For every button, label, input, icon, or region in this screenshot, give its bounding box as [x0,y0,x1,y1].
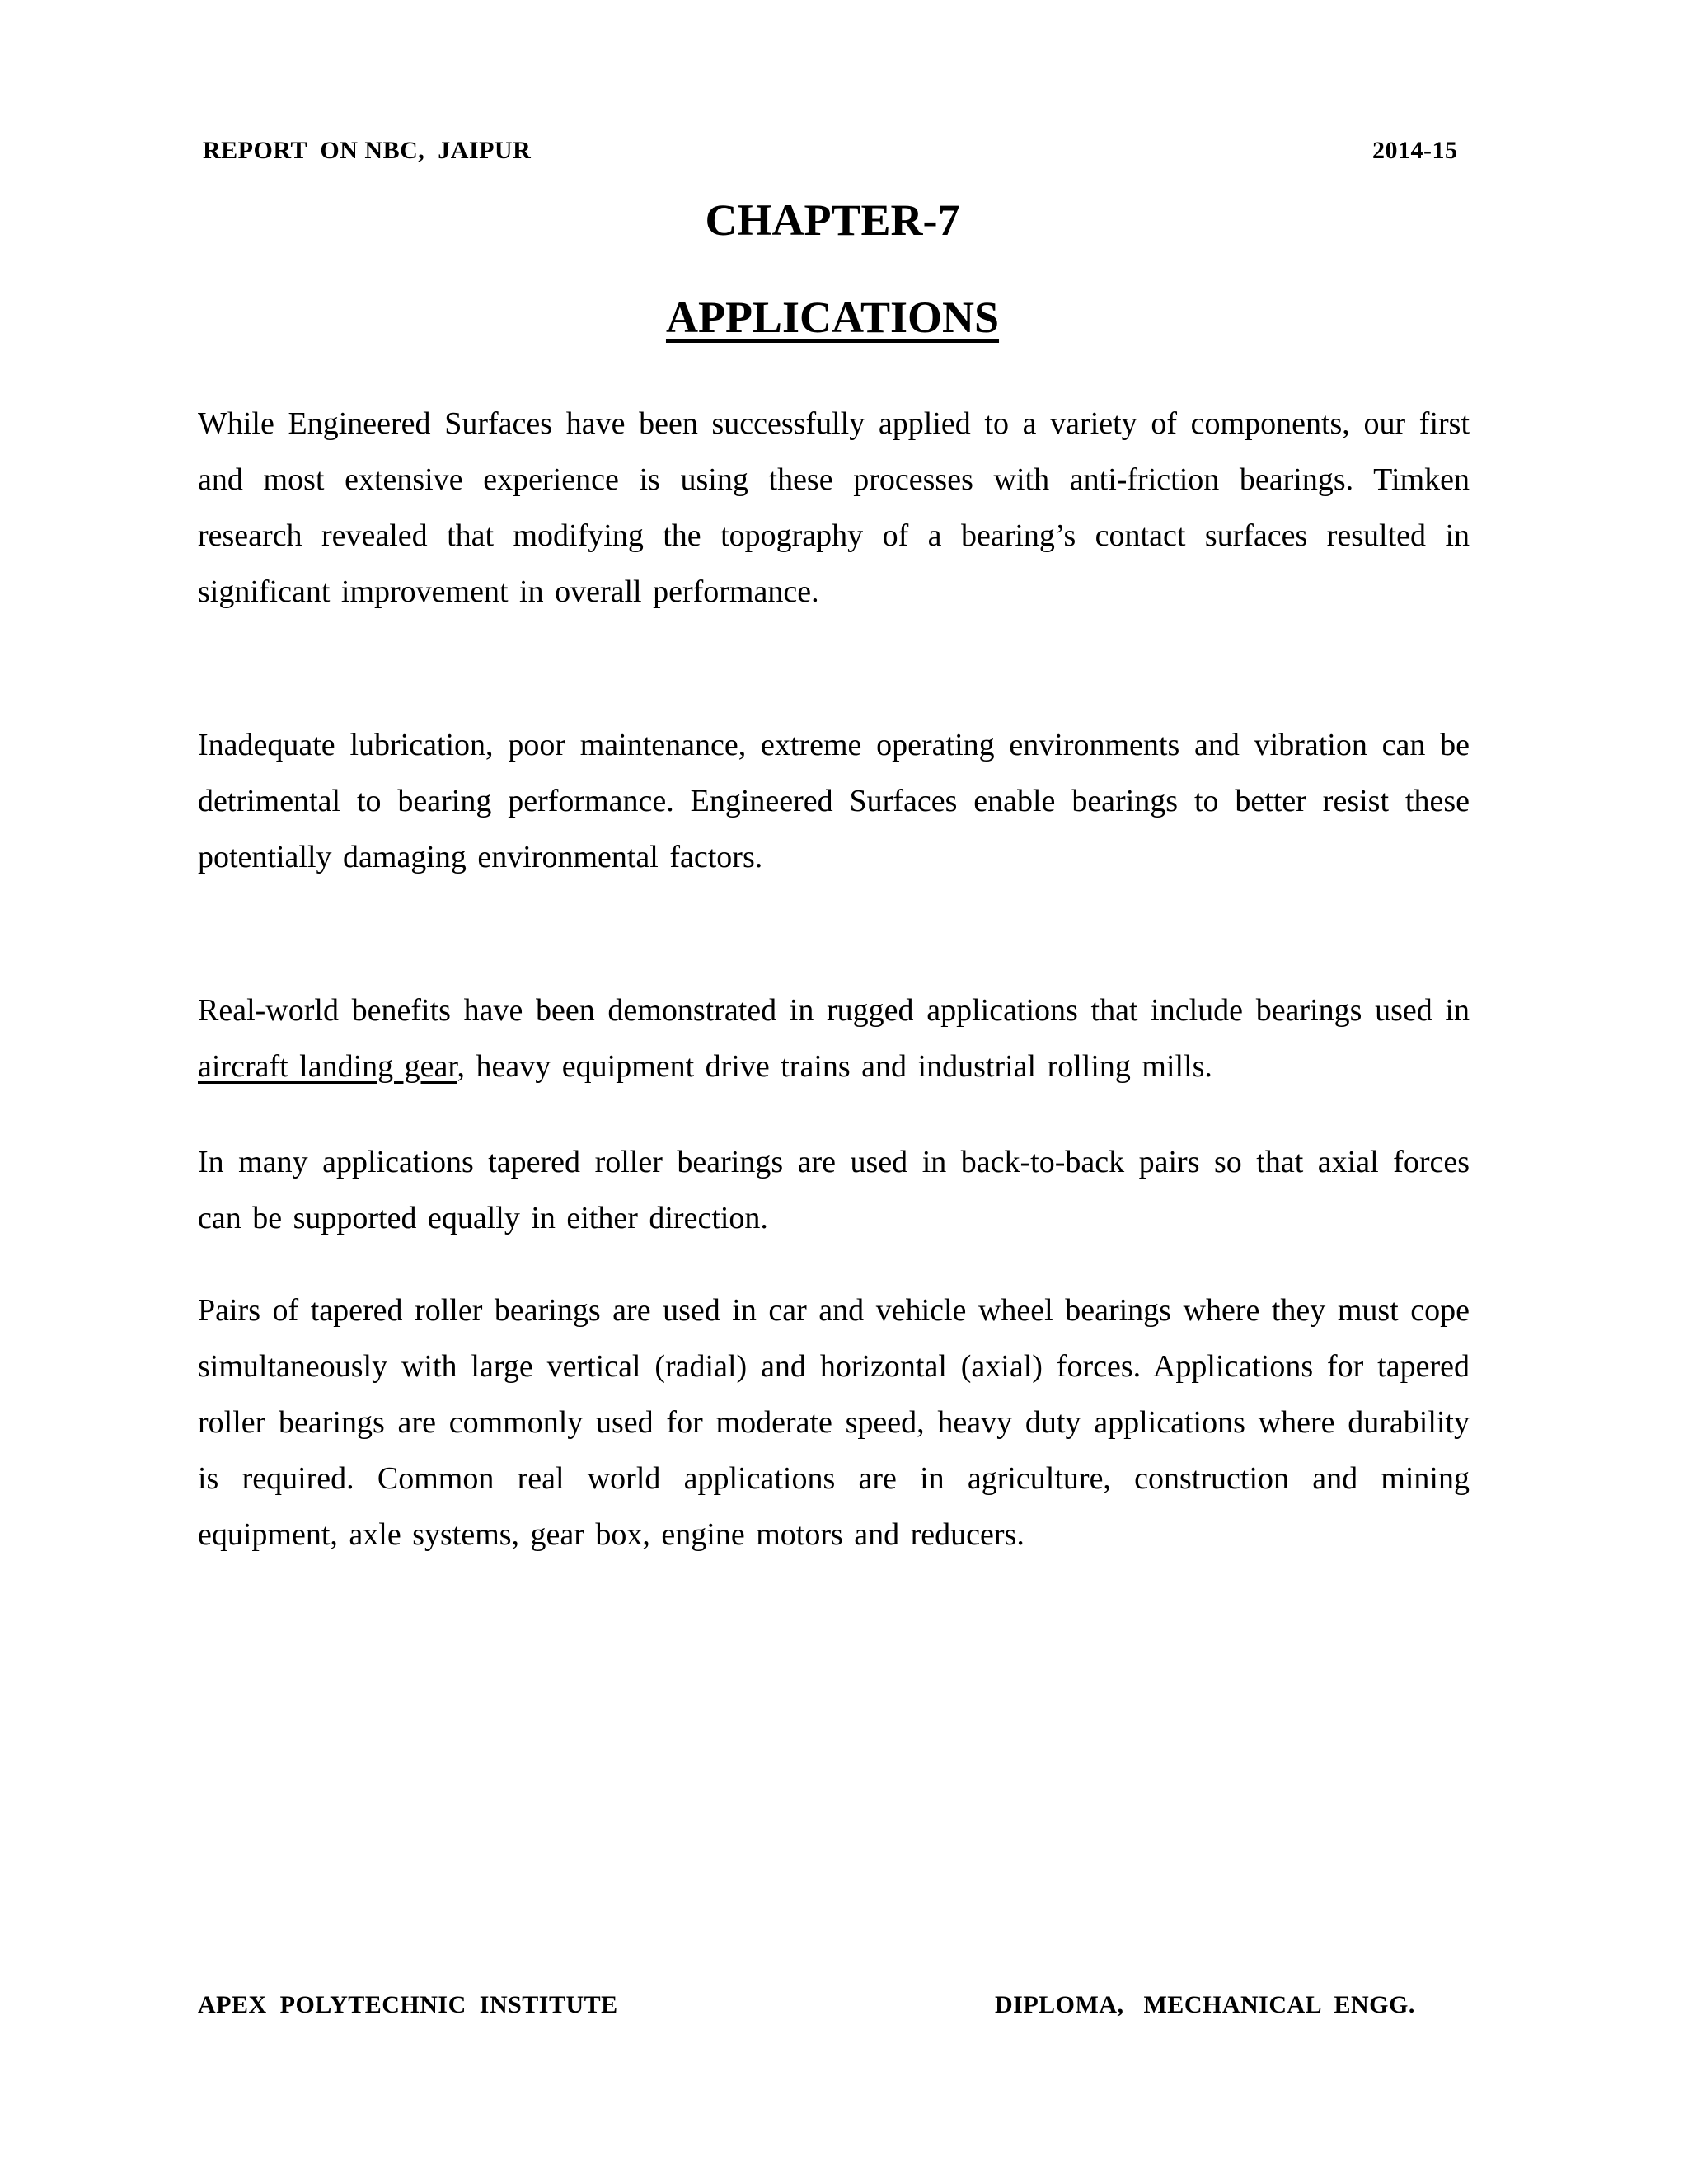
paragraph-engineered-surfaces: While Engineered Surfaces have been successfully applied to a variety of components, our first and most extensive experience is using these processes with anti-friction bearings. Timken research revealed that modifying the topography of a bearing’s contact surfaces resulted in significant improvement in overall performance. [198,406,1470,609]
section-heading: APPLICATIONS [665,293,1000,342]
header-report-title: REPORT ON NBC, JAIPUR [203,137,532,164]
paragraph-real-world-benefits [198,982,1470,1094]
paragraph-text-segment: Real-world benefits have been demonstrated in rugged applications that include bearings used in [198,993,1470,1028]
chapter-heading: CHAPTER-7 [705,195,960,245]
footer-department: DIPLOMA, MECHANICAL ENGG. [995,1991,1415,2018]
paragraph-wheel-bearings: Pairs of tapered roller bearings are used in car and vehicle wheel bearings where they must cope simultaneously with large vertical (radial) and horizontal (axial) forces. Applications for tapered roller bearings are commonly used for moderate speed, heavy duty applications where durability is required. Common real world applications are in agriculture, construction and mining equipment, axle systems, gear box, engine motors and reducers. [198,1293,1470,1552]
aircraft-landing-gear-link[interactable]: aircraft landing gear [198,1049,457,1084]
footer-institute: APEX POLYTECHNIC INSTITUTE [198,1991,618,2018]
paragraph-back-to-back-pairs: In many applications tapered roller bearings are used in back-to-back pairs so that axial forces can be supported equally in either direction. [198,1145,1470,1235]
header-year: 2014-15 [1372,137,1458,164]
paragraph-lubrication: Inadequate lubrication, poor maintenance, extreme operating environments and vibration can be detrimental to bearing performance. Engineered Surfaces enable bearings to better resist these potentially damaging environmental factors. [198,728,1470,874]
paragraph-text-segment: , heavy equipment drive trains and industrial rolling mills. [457,1049,1212,1084]
